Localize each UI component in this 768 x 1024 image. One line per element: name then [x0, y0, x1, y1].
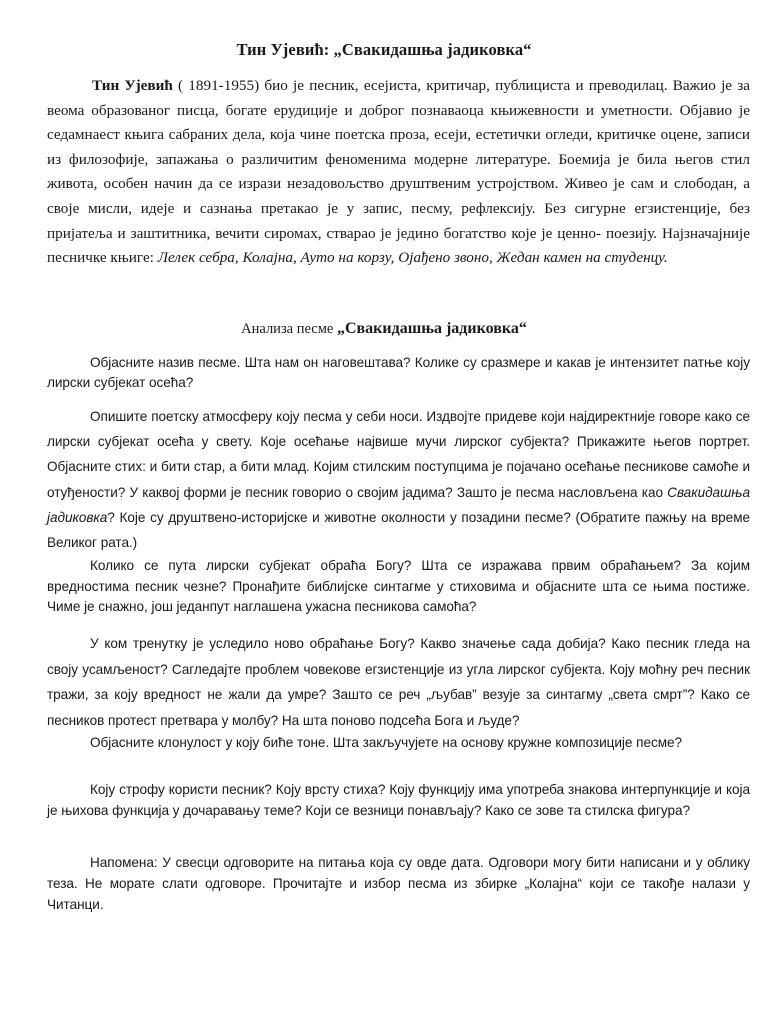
analysis-heading — [0, 320, 768, 338]
poem-title-inline: Свакидашња јадиковка — [47, 484, 750, 525]
note-paragraph: Напомена: У свесци одговорите на питања која су овде дата. Одговори могу бити написани и у облику теза. Не морате слати одговоре. Прочитајте и избор песма из збирке „Колајна“ који се такође налази у Читанци. — [47, 855, 750, 912]
question-paragraph-6: Коју строфу користи песник? Коју врсту стиха? Коју функцију има употреба знакова интерпункције и која је њихова функција у дочаравању теме? Који се везници понављају? Како се зове та стилска фигура? — [47, 782, 750, 818]
author-biography — [47, 74, 750, 271]
book-titles: Лелек себра, Колајна, Ауто на корзу, Ојађено звоно, Жедан камен на студенцу. — [157, 249, 668, 267]
question-text: ? Које су друштвено-историјске и животне околности у позадини песме? (Обратите пажњу на време Великог рата.) — [47, 509, 750, 551]
analysis-heading-prefix: Анализа песме — [241, 321, 337, 337]
question-paragraph-4: У ком тренутку је уследило ново обраћање Богу? Какво значење сада добија? Како песник гледа на своју усамљеност? Сагледајте проблем човекове егзистенције из угла лирског субјекта. Коју моћну реч песник тражи, за коју вредност не жали да умре? Зашто се реч „љубав” везује за синтагму „света смрт”? Како се песников протест претвара у молбу? На шта поново подсећа Бога и људе? — [47, 636, 750, 728]
question-paragraph-5: Објасните клонулост у коју биће тоне. Шта закључујете на основу кружне композиције песме? — [90, 735, 683, 750]
question-text: Опишите поетску атмосферу коју песма у себи носи. Издвојте придеве који најдиректније говоре како се лирски субјекат осећа у свету. Које осећање највише мучи лирског субјекта? Прикажите његов портрет. Објасните стих: и бити стар, а бити млад. Којим стилским поступцима је појачано осећање песникове самоће и отуђености? У каквој форми је песник говорио о својим јадима? Зашто је песма насловљена као — [47, 409, 750, 500]
poem-title: „Свакидашња јадиковка“ — [336, 320, 527, 337]
question-paragraph-3: Колико се пута лирски субјекат обраћа Богу? Шта се изражава првим обраћањем? За којим вредностима песник чезне? Пронађите библијске синтагме у стиховима и објасните шта се њима постиже. Чиме је снажно, још једанпут наглашена ужасна песникова самоћа? — [47, 558, 750, 614]
biography-text: ( 1891-1955) био је песник, есејиста, критичар, публициста и преводилац. Важио је за веома образованог писца, богате ерудиције и доброг познаваоца књижевности и уметности. Објавио је седамнаест књига сабраних дела, која чине поетска проза, есеји, естетички огледи, критичке оцене, записи из филозофије, запажања о различитим феноменима модерне литературе. Боемија је била његов стил живота, особен начин да се изрази незадовољство друштвеним устројством. Живео је сам и слободан, а своје мисли, идеје и сазнања претакао је у запис, песму, рефлексију. Без сигурне егзистенције, без пријатеља и заштитника, вечити сиромах, стварао је једино богатство које је ценно- поезију. Најзначајније песничке књиге: — [47, 77, 750, 267]
question-paragraph-2 — [47, 404, 750, 555]
document-title: Тин Ујевић: „Свакидашња јадиковка“ — [236, 40, 532, 59]
question-paragraph-1: Објасните назив песме. Шта нам он наговештава? Колике су сразмере и какав је интензитет патње коју лирски субјекат осећа? — [47, 355, 750, 390]
author-name: Тин Ујевић — [92, 77, 173, 94]
